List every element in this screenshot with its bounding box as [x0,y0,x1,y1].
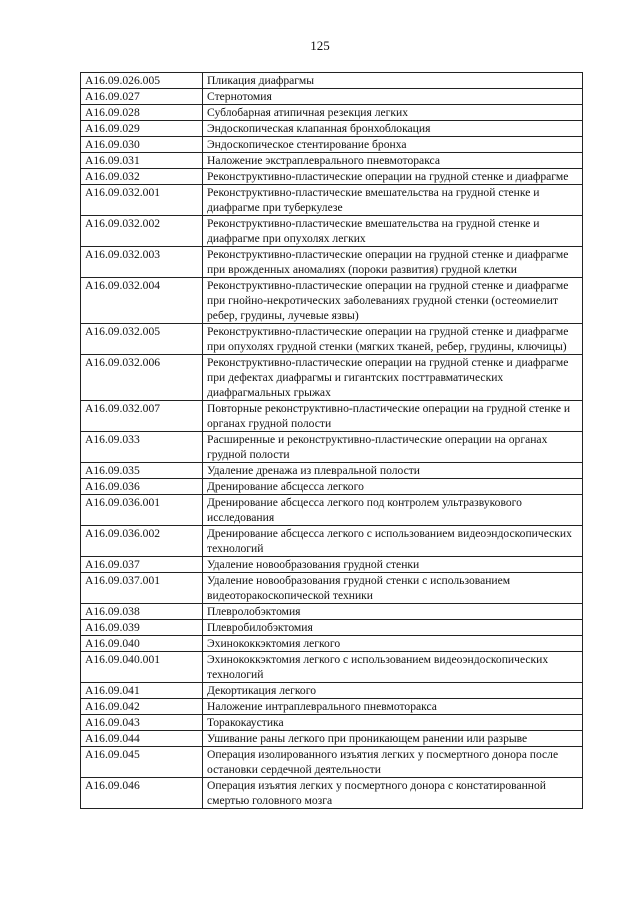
table-row [81,89,583,105]
table-row [81,247,583,278]
procedure-code: A16.09.040.001 [81,652,203,683]
procedure-code: A16.09.032.005 [81,324,203,355]
procedure-name: Плевролобэктомия [203,604,583,620]
procedure-name: Реконструктивно-пластические операции на грудной стенке и диафрагме при врожденных аномалиях (пороки развития) грудной клетки [203,247,583,278]
table-row [81,463,583,479]
procedure-code: A16.09.026.005 [81,73,203,89]
table-row [81,747,583,778]
procedure-code: A16.09.031 [81,153,203,169]
procedure-code: A16.09.043 [81,715,203,731]
procedure-code: A16.09.036.002 [81,526,203,557]
page-number: 125 [310,38,330,53]
procedure-code: A16.09.032.002 [81,216,203,247]
procedure-name: Реконструктивно-пластические вмешательства на грудной стенке и диафрагме при туберкулезе [203,185,583,216]
procedure-code: A16.09.032.001 [81,185,203,216]
procedure-code: A16.09.032.006 [81,355,203,401]
procedure-code: A16.09.037 [81,557,203,573]
table-row [81,105,583,121]
table-row [81,137,583,153]
procedure-name: Ушивание раны легкого при проникающем ранении или разрыве [203,731,583,747]
procedure-name: Плевробилобэктомия [203,620,583,636]
procedure-name: Расширенные и реконструктивно-пластические операции на органах грудной полости [203,432,583,463]
procedure-code: A16.09.032 [81,169,203,185]
table-row [81,169,583,185]
procedure-code: A16.09.041 [81,683,203,699]
procedure-name: Эхинококкэктомия легкого с использованием видеоэндоскопических технологий [203,652,583,683]
table-row [81,526,583,557]
procedure-name: Дренирование абсцесса легкого с использованием видеоэндоскопических технологий [203,526,583,557]
table-row [81,604,583,620]
procedure-name: Удаление новообразования грудной стенки с использованием видеоторакоскопической техники [203,573,583,604]
procedure-code: A16.09.030 [81,137,203,153]
procedure-name: Декортикация легкого [203,683,583,699]
table-row [81,715,583,731]
table-row [81,355,583,401]
table-row [81,432,583,463]
procedure-name: Дренирование абсцесса легкого [203,479,583,495]
procedure-code: A16.09.035 [81,463,203,479]
table-row [81,620,583,636]
procedure-name: Удаление дренажа из плевральной полости [203,463,583,479]
procedure-code: A16.09.046 [81,778,203,809]
procedure-code: A16.09.037.001 [81,573,203,604]
procedure-code: A16.09.032.003 [81,247,203,278]
procedure-code: A16.09.032.004 [81,278,203,324]
table-row [81,479,583,495]
table-row [81,699,583,715]
procedure-name: Эндоскопическое стентирование бронха [203,137,583,153]
procedure-name: Эхинококкэктомия легкого [203,636,583,652]
procedure-code: A16.09.032.007 [81,401,203,432]
table-row [81,216,583,247]
procedure-name: Реконструктивно-пластические операции на грудной стенке и диафрагме при дефектах диафрагмы и гигантских посттравматических диафрагмальных грыжах [203,355,583,401]
procedure-code: A16.09.038 [81,604,203,620]
table-row [81,121,583,137]
procedure-code: A16.09.027 [81,89,203,105]
procedure-name: Торакокаустика [203,715,583,731]
procedure-code: A16.09.042 [81,699,203,715]
table-row [81,731,583,747]
procedure-name: Операция изъятия легких у посмертного донора с констатированной смертью головного мозга [203,778,583,809]
procedure-code: A16.09.029 [81,121,203,137]
procedure-codes-table [80,72,583,809]
procedure-code: A16.09.045 [81,747,203,778]
procedure-name: Стернотомия [203,89,583,105]
procedure-code: A16.09.036 [81,479,203,495]
procedure-name: Реконструктивно-пластические операции на грудной стенке и диафрагме [203,169,583,185]
procedure-code: A16.09.028 [81,105,203,121]
procedure-name: Сублобарная атипичная резекция легких [203,105,583,121]
procedure-name: Операция изолированного изъятия легких у посмертного донора после остановки сердечной деятельности [203,747,583,778]
procedure-code: A16.09.044 [81,731,203,747]
table-row [81,153,583,169]
procedure-name: Наложение интраплеврального пневмоторакса [203,699,583,715]
procedure-name: Повторные реконструктивно-пластические операции на грудной стенке и органах грудной полости [203,401,583,432]
table-row [81,636,583,652]
procedure-name: Реконструктивно-пластические операции на грудной стенке и диафрагме при опухолях грудной стенки (мягких тканей, ребер, грудины, ключицы) [203,324,583,355]
table-row [81,652,583,683]
procedure-code: A16.09.039 [81,620,203,636]
procedure-name: Наложение экстраплеврального пневмоторакса [203,153,583,169]
procedure-name: Удаление новообразования грудной стенки [203,557,583,573]
table-row [81,573,583,604]
procedure-name: Эндоскопическая клапанная бронхоблокация [203,121,583,137]
table-row [81,401,583,432]
table-row [81,185,583,216]
table-row [81,495,583,526]
procedure-name: Пликация диафрагмы [203,73,583,89]
procedure-code: A16.09.036.001 [81,495,203,526]
procedure-code: A16.09.033 [81,432,203,463]
table-row [81,73,583,89]
table-row [81,557,583,573]
table-row [81,778,583,809]
table-row [81,683,583,699]
procedure-name: Дренирование абсцесса легкого под контролем ультразвукового исследования [203,495,583,526]
procedure-name: Реконструктивно-пластические операции на грудной стенке и диафрагме при гнойно-некротических заболеваниях грудной стенки (остеомиелит ребер, грудины, лучевые язвы) [203,278,583,324]
table-row [81,324,583,355]
table-body [81,73,583,809]
procedure-name: Реконструктивно-пластические вмешательства на грудной стенке и диафрагме при опухолях легких [203,216,583,247]
table-row [81,278,583,324]
procedure-code: A16.09.040 [81,636,203,652]
